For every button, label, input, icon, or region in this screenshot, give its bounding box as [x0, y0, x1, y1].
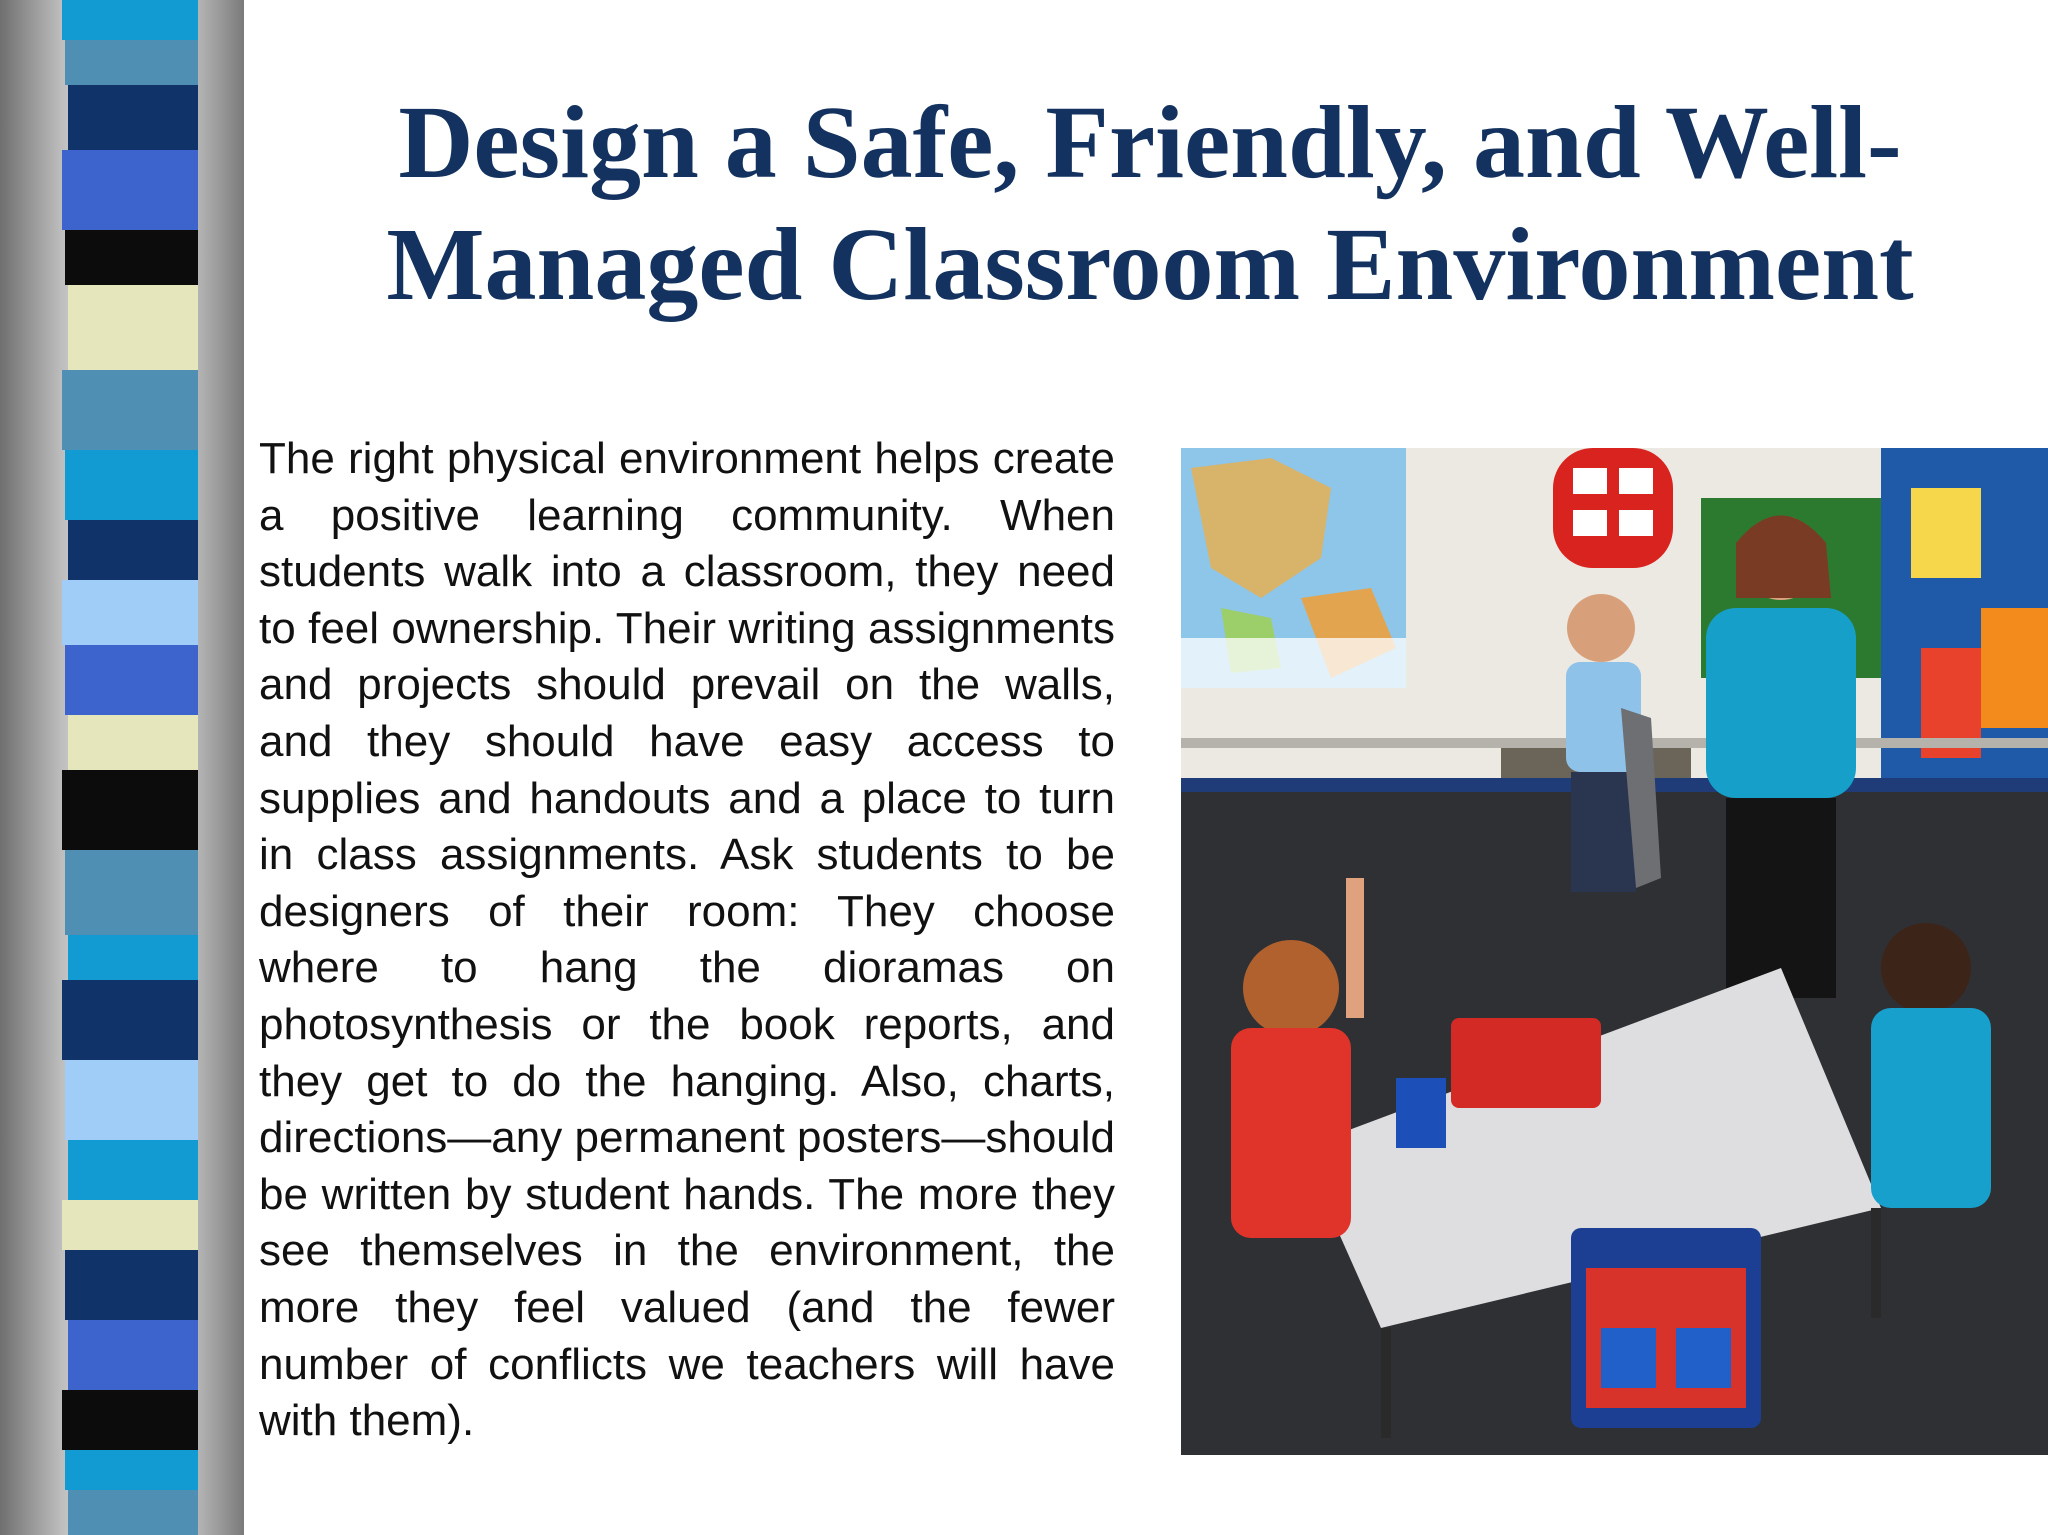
decorative-stripe	[65, 1250, 198, 1320]
decorative-stripe	[62, 980, 198, 1060]
decorative-stripe	[65, 1060, 198, 1140]
decorative-stripe	[68, 1140, 198, 1200]
decorative-stripe	[65, 1450, 198, 1490]
decorative-stripe	[62, 0, 198, 40]
decorative-side-band	[0, 0, 244, 1535]
decorative-stripe	[62, 1200, 198, 1250]
decorative-stripe	[62, 1390, 198, 1450]
standing-student-figure	[1567, 594, 1635, 662]
classroom-photo-illustration	[1181, 448, 2048, 1455]
decorative-stripe	[65, 850, 198, 935]
slide-body-text: The right physical environment helps create a positive learning community. When students walk into a classroom, they need to feel ownership. Their writing assignments and projects should prevail on the walls, and they should have easy access to supplies and handouts and a place to turn in class assignments. Ask students to be designers of their room: They choose where to hang the dioramas on photosynthesis or the book reports, and they get to do the hanging. Also, charts, directions—any permanent posters—should be written by student hands. The more they see themselves in the environment, the more they feel valued (and the fewer number of conflicts we teachers will have with them).	[259, 434, 1116, 1446]
seated-student-red-shirt	[1243, 940, 1339, 1036]
decorative-stripe	[62, 580, 198, 645]
red-bulletin-board	[1553, 448, 1673, 568]
slide-title: Design a Safe, Friendly, and Well-Managed Classroom Environment	[386, 85, 1914, 322]
decorative-stripe	[62, 150, 198, 230]
decorative-stripe	[68, 1320, 198, 1390]
decorative-stripe	[68, 520, 198, 580]
decorative-stripe	[62, 770, 198, 850]
decorative-stripe	[62, 370, 198, 450]
decorative-stripe	[65, 645, 198, 715]
decorative-stripe	[65, 450, 198, 520]
decorative-stripes	[0, 0, 244, 1535]
classroom-photo	[1181, 448, 2048, 1455]
decorative-stripe	[68, 85, 198, 150]
supply-caddy	[1451, 1018, 1601, 1108]
decorative-stripe	[65, 40, 198, 85]
decorative-stripe	[68, 715, 198, 770]
decorative-stripe	[65, 230, 198, 285]
decorative-stripe	[68, 935, 198, 980]
decorative-stripe	[68, 1490, 198, 1535]
seated-student-blue-shirt	[1881, 923, 1971, 1013]
decorative-stripe	[68, 285, 198, 370]
